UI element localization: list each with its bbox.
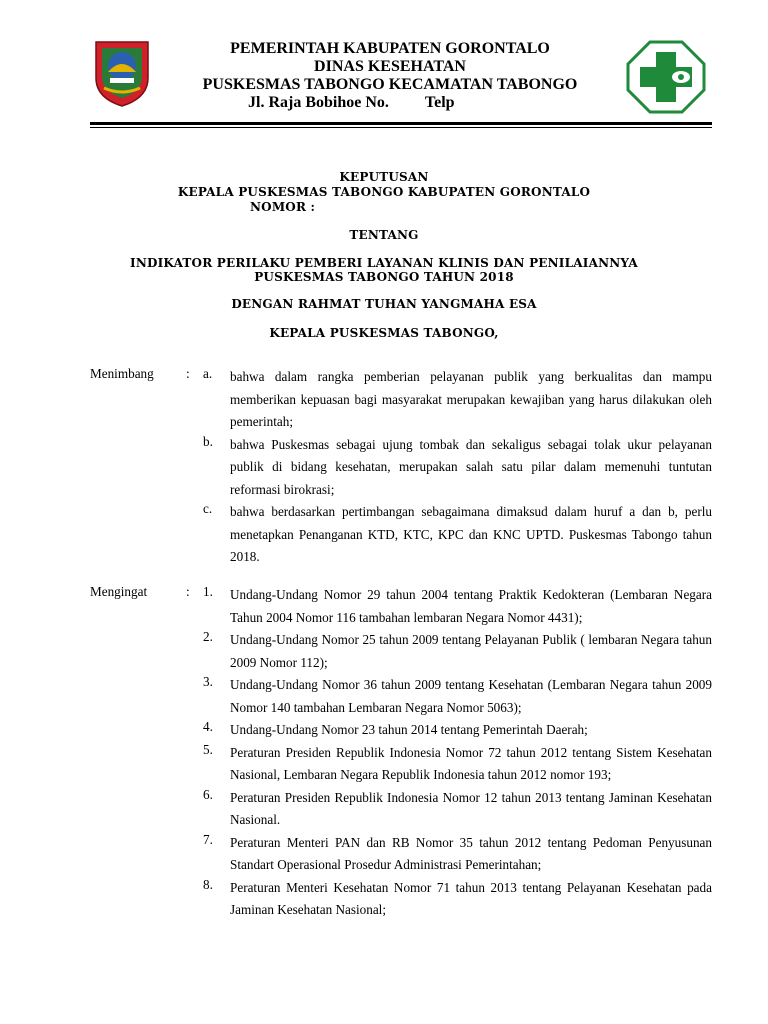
item-marker: 3. xyxy=(203,674,213,689)
letterhead-government: PEMERINTAH KABUPATEN GORONTALO xyxy=(230,40,550,57)
letterhead xyxy=(160,40,620,112)
decree-issuer: KEPALA PUSKESMAS TABONGO KABUPATEN GORONTALO xyxy=(177,185,591,199)
item-marker: c. xyxy=(203,501,213,516)
item-text: bahwa Puskesmas sebagai ujung tombak dan sekaligus sebagai tolak ukur pelayanan publik di bidang kesehatan, merupakan salah satu pilar dalam memenuhi tuntutan reformasi birokrasi; xyxy=(230,436,712,497)
item-marker: 2. xyxy=(203,629,213,644)
item-text: Undang-Undang Nomor 23 tahun 2014 tentang Pemerintah Daerah; xyxy=(230,722,588,737)
item-text: bahwa berdasarkan pertimbangan sebagaimana dimaksud dalam huruf a dan b, perlu menetapkan Penanganan KTD, KTC, KPC dan KNC UPTD. Puskesmas Tabongo tahun 2018. xyxy=(230,504,712,564)
recalling-item xyxy=(90,832,712,877)
recalling-item xyxy=(90,629,712,674)
recalling-item xyxy=(90,674,712,719)
considering-item xyxy=(90,434,712,502)
recalling-colon: : xyxy=(186,584,190,599)
letterhead-institution: PUSKESMAS TABONGO KECAMATAN TABONGO xyxy=(202,76,578,93)
item-marker: 6. xyxy=(203,786,213,802)
item-text: Peraturan Presiden Republik Indonesia Nomor 72 tahun 2012 tentang Sistem Kesehatan Nasional, Lembaran Negara Republik Indonesia tahun 2012 nomor 193; xyxy=(230,744,712,782)
recalling-item xyxy=(90,877,712,922)
decree-authority: KEPALA PUSKESMAS TABONGO, xyxy=(269,326,499,340)
item-text: Undang-Undang Nomor 29 tahun 2004 tentang Praktik Kedokteran (Lembaran Negara Tahun 2004 Nomor 116 tambahan lembaran Negara Nomor 4431); xyxy=(230,587,712,625)
item-marker: b. xyxy=(203,433,213,449)
letterhead-divider xyxy=(90,122,712,125)
recalling-item xyxy=(90,584,712,629)
recalling-item xyxy=(90,719,712,742)
item-text: Peraturan Menteri PAN dan RB Nomor 35 tahun 2012 tentang Pedoman Penyusunan Standart Operasional Prosedur Administrasi Pemerintahan; xyxy=(230,834,712,872)
recalling-label: Mengingat xyxy=(90,584,148,599)
decree-subject-line-2: PUSKESMAS TABONGO TAHUN 2018 xyxy=(254,270,514,284)
item-marker: 8. xyxy=(203,876,213,892)
item-marker: 5. xyxy=(203,741,213,757)
considering-item xyxy=(90,501,712,569)
item-marker: 7. xyxy=(203,831,213,847)
considering-item xyxy=(90,366,712,434)
item-text: Undang-Undang Nomor 36 tahun 2009 tentang Kesehatan (Lembaran Negara tahun 2009 Nomor 140 tambahan Lembaran Negara Nomor 5063); xyxy=(230,677,712,715)
decree-heading: KEPUTUSAN xyxy=(339,170,429,184)
item-text: Peraturan Presiden Republik Indonesia Nomor 12 tahun 2013 tentang Jaminan Kesehatan Nasional. xyxy=(230,789,712,827)
considering-label: Menimbang xyxy=(90,366,154,381)
letterhead-divider-thin xyxy=(90,127,712,128)
address-street: Jl. Raja Bobihoe No. xyxy=(248,94,389,111)
recalling-section xyxy=(90,584,712,922)
item-marker: 1. xyxy=(203,584,213,599)
recalling-item xyxy=(90,787,712,832)
decree-about: TENTANG xyxy=(349,228,419,242)
decree-subject-line-1: INDIKATOR PERILAKU PEMBERI LAYANAN KLINIS DAN PENILAIANNYA xyxy=(130,256,638,270)
decree-blessing: DENGAN RAHMAT TUHAN YANGMAHA ESA xyxy=(231,297,537,311)
regency-crest-logo xyxy=(90,38,154,108)
item-text: bahwa dalam rangka pemberian pelayanan publik yang berkualitas dan mampu memberikan kepuasan bagi masyarakat merupakan kewajiban yang harus dilakukan oleh pemerintah; xyxy=(230,369,712,429)
item-marker: a. xyxy=(203,366,213,381)
letterhead-address xyxy=(160,94,620,112)
considering-section xyxy=(90,366,712,569)
item-text: Peraturan Menteri Kesehatan Nomor 71 tahun 2013 tentang Pelayanan Kesehatan pada Jaminan Kesehatan Nasional; xyxy=(230,879,712,917)
item-text: Undang-Undang Nomor 25 tahun 2009 tentang Pelayanan Publik ( lembaran Negara tahun 2009 Nomor 112); xyxy=(230,632,712,670)
decree-number: NOMOR : xyxy=(250,200,316,214)
item-marker: 4. xyxy=(203,719,213,734)
recalling-item xyxy=(90,742,712,787)
letterhead-department: DINAS KESEHATAN xyxy=(314,58,466,75)
health-cross-icon xyxy=(626,40,706,114)
address-phone: Telp xyxy=(424,94,455,111)
considering-colon: : xyxy=(186,366,190,381)
